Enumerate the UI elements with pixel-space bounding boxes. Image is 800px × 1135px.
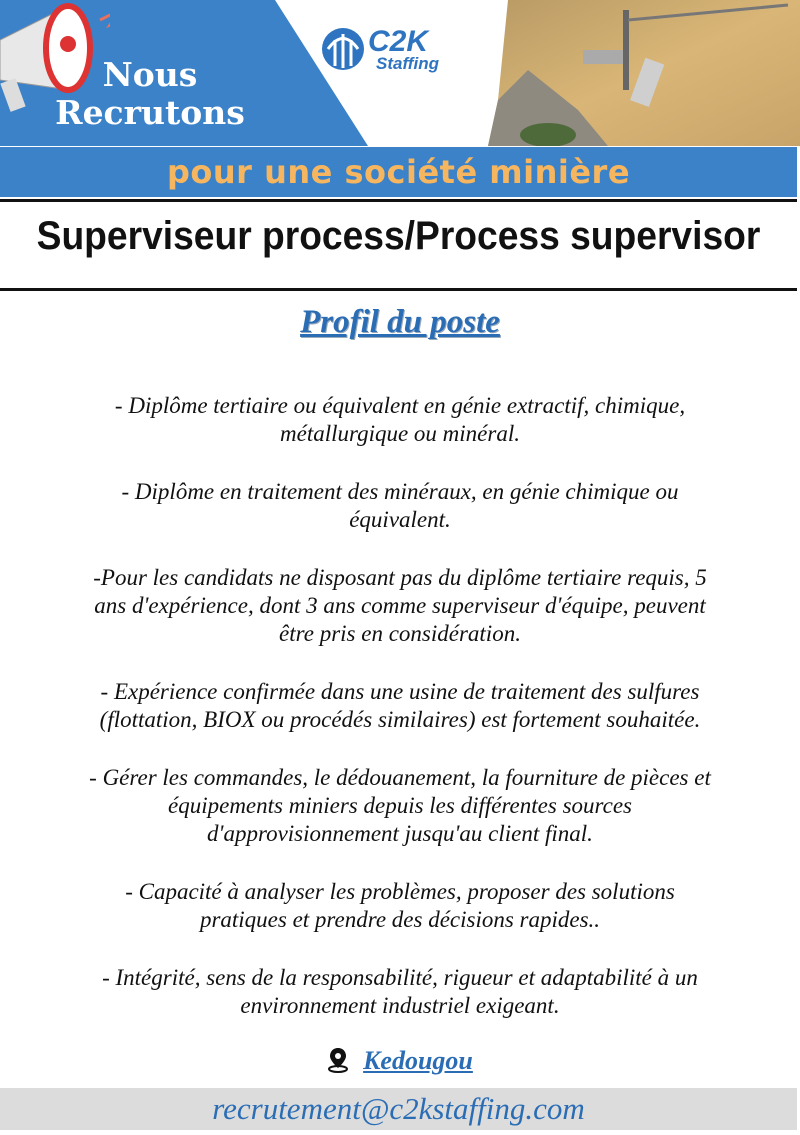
requirement-item bbox=[0, 764, 800, 848]
company-logo bbox=[320, 26, 439, 72]
requirement-line: ans d'expérience, dont 3 ans comme superviseur d'équipe, peuvent bbox=[94, 593, 706, 618]
profile-heading bbox=[0, 304, 800, 341]
requirement-line: (flottation, BIOX ou procédés similaires) est fortement souhaitée. bbox=[99, 707, 701, 732]
requirement-item bbox=[0, 678, 800, 734]
map-pin-icon bbox=[327, 1047, 349, 1073]
requirement-line: - Intégrité, sens de la responsabilité, rigueur et adaptabilité à un bbox=[102, 965, 698, 990]
requirement-item bbox=[0, 878, 800, 934]
requirement-line: pratiques et prendre des décisions rapides.. bbox=[199, 907, 601, 932]
requirement-line: métallurgique ou minéral. bbox=[280, 421, 520, 446]
header-banner bbox=[0, 0, 800, 146]
requirement-line: - Diplôme en traitement des minéraux, en génie chimique ou bbox=[121, 479, 679, 504]
requirement-line: d'approvisionnement jusqu'au client final. bbox=[207, 821, 593, 846]
divider-top bbox=[0, 199, 797, 202]
profile-heading-text: Profil du poste bbox=[300, 304, 500, 340]
divider-bottom bbox=[0, 288, 797, 291]
requirement-line: -Pour les candidats ne disposant pas du diplôme tertiaire requis, 5 bbox=[93, 565, 707, 590]
requirement-line: équivalent. bbox=[349, 507, 451, 532]
requirement-line: environnement industriel exigeant. bbox=[240, 993, 560, 1018]
subheadline: pour une société minière bbox=[166, 153, 631, 191]
requirement-line: - Diplôme tertiaire ou équivalent en génie extractif, chimique, bbox=[114, 393, 686, 418]
logo-text: C2K bbox=[368, 24, 429, 58]
headline bbox=[0, 56, 300, 132]
requirement-line: - Gérer les commandes, le dédouanement, la fourniture de pièces et bbox=[89, 765, 711, 790]
logo-globe-icon bbox=[320, 26, 366, 72]
requirement-line: - Capacité à analyser les problèmes, proposer des solutions bbox=[125, 879, 675, 904]
headline-line-2: Recrutons bbox=[55, 93, 245, 132]
mine-photo bbox=[488, 0, 800, 146]
requirement-item bbox=[0, 478, 800, 534]
location-link[interactable]: Kedougou bbox=[363, 1046, 473, 1075]
requirement-item bbox=[0, 964, 800, 1020]
location bbox=[0, 1046, 800, 1076]
requirement-item bbox=[0, 392, 800, 448]
requirement-item bbox=[0, 564, 800, 648]
headline-line-1: Nous bbox=[102, 55, 198, 94]
requirement-line: - Expérience confirmée dans une usine de traitement des sulfures bbox=[100, 679, 700, 704]
job-title: Superviseur process/Process supervisor bbox=[36, 214, 761, 258]
contact-footer bbox=[0, 1088, 797, 1130]
requirements-list bbox=[0, 392, 800, 1050]
requirement-line: être pris en considération. bbox=[279, 621, 521, 646]
subheadline-strip bbox=[0, 147, 797, 197]
logo-subtext: Staffing bbox=[376, 53, 439, 73]
email-link[interactable]: recrutement@c2kstaffing.com bbox=[212, 1091, 585, 1126]
requirement-line: équipements miniers depuis les différentes sources bbox=[168, 793, 632, 818]
